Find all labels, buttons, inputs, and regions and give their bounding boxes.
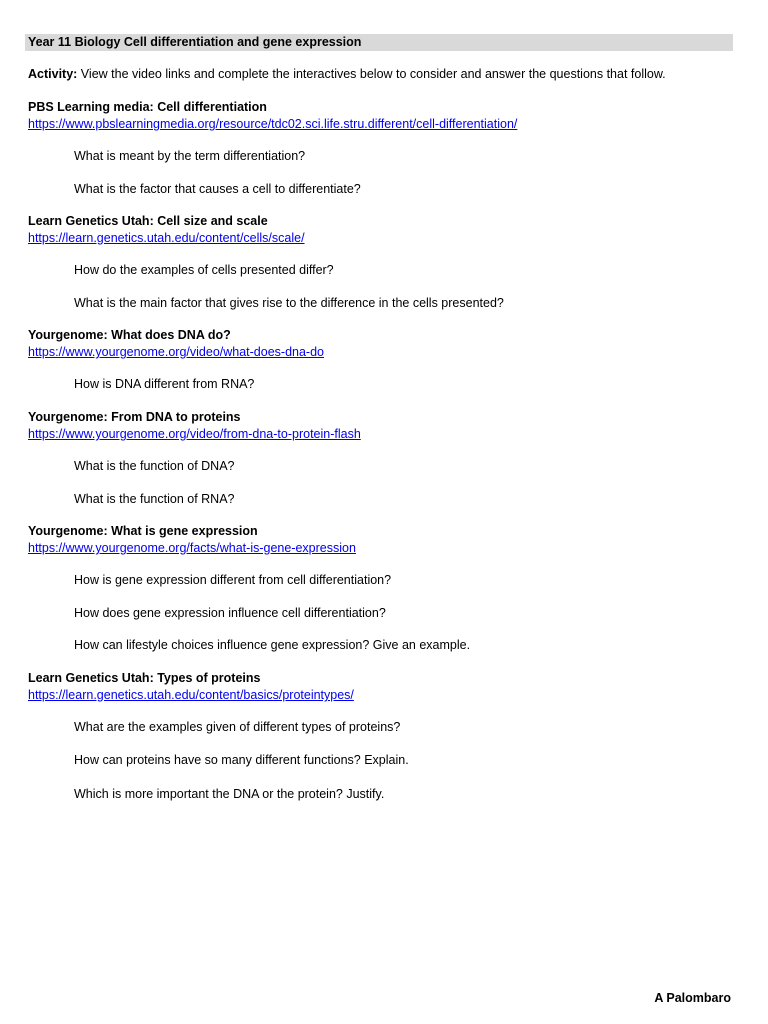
page-title: Year 11 Biology Cell differentiation and gene expression [25, 34, 733, 51]
activity-label: Activity: [28, 67, 78, 81]
question-item: What are the examples given of different types of proteins? [74, 720, 401, 734]
section-title-types-of-proteins: Learn Genetics Utah: Types of proteins [28, 671, 261, 685]
link-what-does-dna-do[interactable]: https://www.yourgenome.org/video/what-does-dna-do [28, 345, 324, 359]
section-title-cell-size-scale: Learn Genetics Utah: Cell size and scale [28, 214, 268, 228]
link-gene-expression[interactable]: https://www.yourgenome.org/facts/what-is-gene-expression [28, 541, 356, 555]
question-item: How do the examples of cells presented differ? [74, 263, 334, 277]
link-types-of-proteins[interactable]: https://learn.genetics.utah.edu/content/basics/proteintypes/ [28, 688, 354, 702]
activity-text: View the video links and complete the interactives below to consider and answer the questions that follow. [77, 67, 666, 81]
section-title-gene-expression: Yourgenome: What is gene expression [28, 524, 258, 538]
question-item: What is the function of DNA? [74, 459, 235, 473]
question-item: What is meant by the term differentiation? [74, 149, 306, 163]
activity-instructions [28, 66, 666, 83]
question-item: How is DNA different from RNA? [74, 377, 255, 391]
question-item: Which is more important the DNA or the protein? Justify. [74, 787, 385, 801]
link-cell-size-scale[interactable]: https://learn.genetics.utah.edu/content/cells/scale/ [28, 231, 305, 245]
question-item: How can proteins have so many different functions? Explain. [74, 753, 409, 767]
link-dna-to-proteins[interactable]: https://www.yourgenome.org/video/from-dna-to-protein-flash [28, 427, 361, 441]
author-name: A Palombaro [654, 991, 731, 1005]
section-title-dna-to-proteins: Yourgenome: From DNA to proteins [28, 410, 241, 424]
question-item: What is the main factor that gives rise to the difference in the cells presented? [74, 296, 504, 310]
section-title-pbs-cell-differentiation: PBS Learning media: Cell differentiation [28, 100, 267, 114]
link-pbs-cell-differentiation[interactable]: https://www.pbslearningmedia.org/resource/tdc02.sci.life.stru.different/cell-differentiation/ [28, 117, 518, 131]
question-item: How does gene expression influence cell differentiation? [74, 606, 386, 620]
section-title-what-does-dna-do: Yourgenome: What does DNA do? [28, 328, 231, 342]
question-item: How is gene expression different from cell differentiation? [74, 573, 392, 587]
question-item: How can lifestyle choices influence gene expression? Give an example. [74, 638, 471, 652]
question-item: What is the function of RNA? [74, 492, 235, 506]
question-item: What is the factor that causes a cell to differentiate? [74, 182, 361, 196]
